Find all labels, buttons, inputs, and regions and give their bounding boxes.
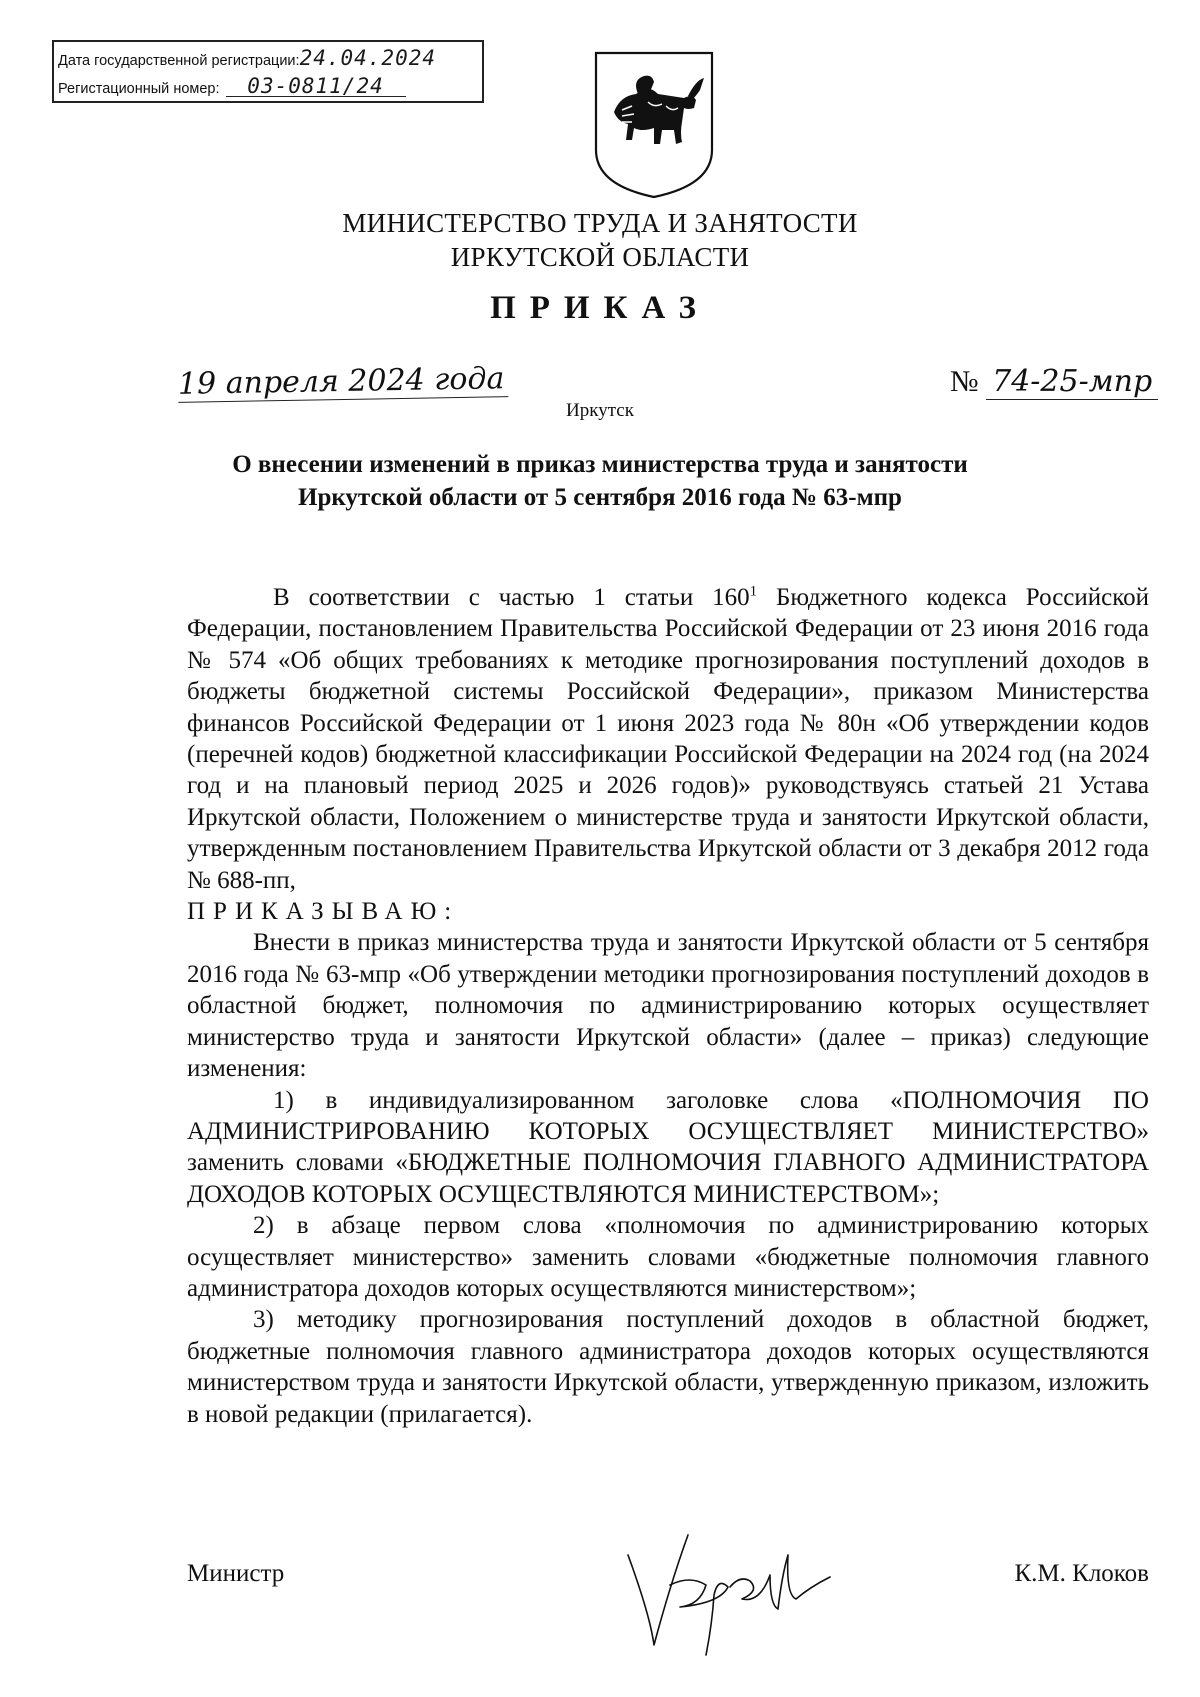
list-item-1: 1) в индивидуализированном заголовке слова «ПОЛНОМОЧИЯ ПО АДМИНИСТРИРОВАНИЮ КОТОРЫХ ОСУЩЕСТВЛЯЕТ МИНИСТЕРСТВО» заменить словами «БЮДЖЕТНЫЕ ПОЛНОМОЧИЯ ГЛАВНОГО АДМИНИСТРАТОРА ДОХОДОВ КОТОРЫХ ОСУЩЕСТВЛЯЮТСЯ МИНИСТЕРСТВОМ»;	[187, 1086, 1149, 1208]
handwritten-number: 74-25-мпр	[986, 364, 1158, 400]
handwritten-date: 19 апреля 2024 года	[178, 361, 509, 403]
preamble-superscript: 1	[749, 583, 758, 600]
order-title	[0, 448, 1200, 514]
preamble-paragraph	[187, 582, 1149, 896]
signer-position: Министр	[187, 1560, 285, 1587]
order-title-line2: Иркутской области от 5 сентября 2016 года № 63-мпр	[298, 484, 902, 511]
ministry-name-line1: МИНИСТЕРСТВО ТРУДА И ЗАНЯТОСТИ	[342, 208, 858, 238]
coat-of-arms-emblem	[592, 50, 716, 200]
document-type-heading: ПРИКАЗ	[490, 290, 710, 326]
ministry-name-line2: ИРКУТСКОЙ ОБЛАСТИ	[450, 242, 750, 272]
list-item-3: 3) методику прогнозирования поступлений доходов в областной бюджет, бюджетные полномочия главного администратора доходов которых осуществляются министерством труда и занятости Иркутской области, утвержденную приказом, изложить в новой редакции (прилагается).	[187, 1306, 1149, 1428]
signer-name: К.М. Клоков	[1014, 1560, 1149, 1587]
document-number	[950, 364, 1158, 400]
stamp-date-label: Дата государственной регистрации:	[58, 53, 300, 69]
list-item-2: 2) в абзаце первом слова «полномочия по администрированию которых осуществляет министерство» заменить словами «бюджетные полномочия главного администратора доходов которых осуществляются министерством»;	[187, 1212, 1149, 1302]
order-body	[187, 582, 1149, 1430]
number-sign: №	[950, 365, 979, 398]
preamble-rest: Бюджетного кодекса Российской Федерации, постановлением Правительства Российской Федерации от 23 июня 2016 года № 574 «Об общих требованиях к методике прогнозирования поступлений доходов в бюджеты бюджетной системы Российской Федерации», приказом Министерства финансов Российской Федерации от 1 июня 2023 года № 80н «Об утверждении кодов (перечней кодов) бюджетной классификации Российской Федерации на 2024 год (на 2024 год и на плановый период 2025 и 2026 годов)» руководствуясь статьей 21 Устава Иркутской области, Положением о министерстве труда и занятости Иркутской области, утвержденным постановлением Правительства Иркутской области от 3 декабря 2012 года № 688-пп,	[187, 584, 1150, 894]
main-paragraph: Внести в приказ министерства труда и занятости Иркутской области от 5 сентября 2016 года № 63-мпр «Об утверждении методики прогнозирования поступлений доходов в областной бюджет, полномочия по администрированию которых осуществляет министерство труда и занятости Иркутской области» (далее – приказ) следующие изменения:	[187, 929, 1149, 1083]
stamp-number-row	[58, 76, 406, 99]
preamble-start: В соответствии с частью 1 статьи 160	[273, 584, 750, 611]
stamp-number-label: Регистационный номер:	[58, 81, 220, 97]
order-title-line1: О внесении изменений в приказ министерства труда и занятости	[232, 451, 968, 478]
order-word: ПРИКАЗЫВАЮ:	[187, 898, 460, 926]
stamp-date-row	[58, 48, 436, 71]
city-name: Иркутск	[566, 400, 634, 421]
stamp-number-value: 03-0811/24	[226, 76, 406, 97]
registration-stamp	[52, 40, 484, 103]
stamp-date-value: 24.04.2024	[299, 46, 436, 70]
handwritten-signature	[610, 1515, 850, 1665]
